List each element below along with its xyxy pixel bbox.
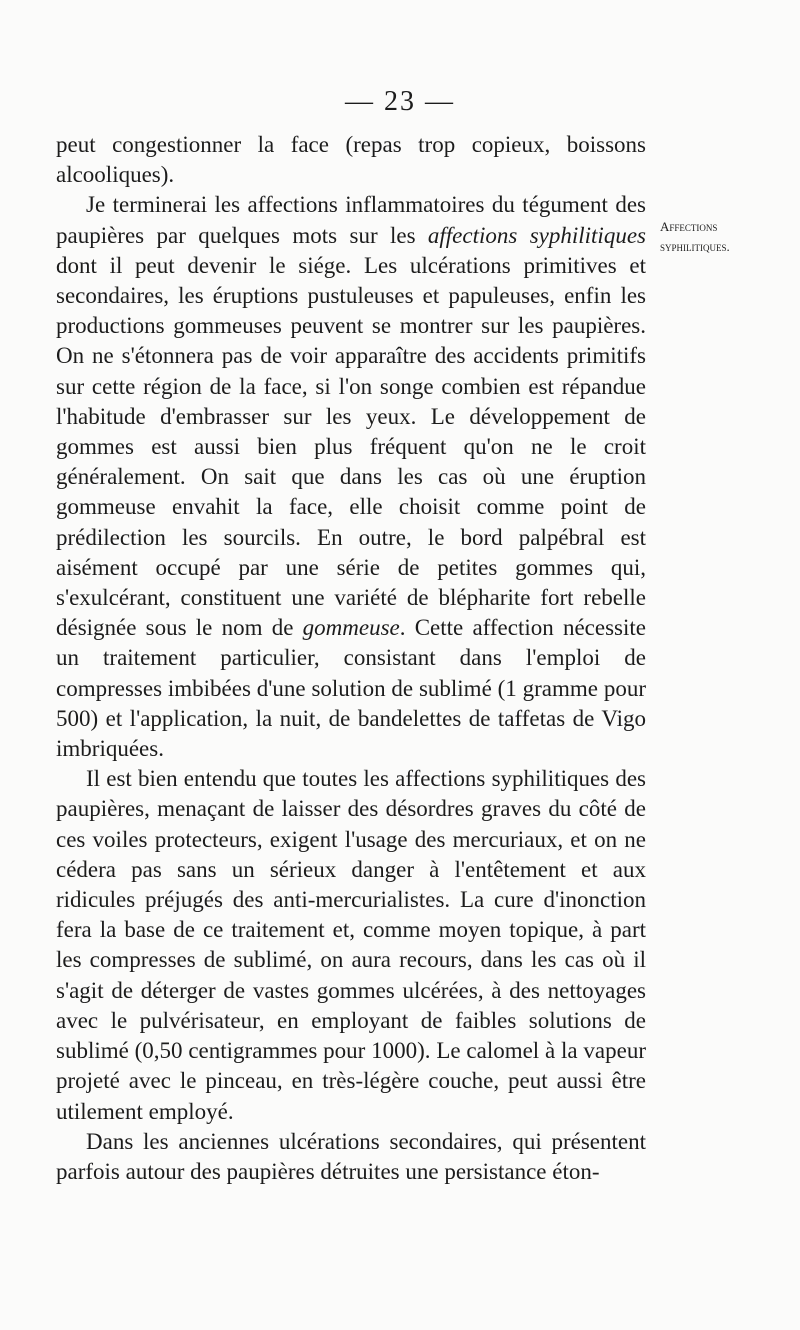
italic-term: affections syphilitiques bbox=[427, 222, 646, 248]
body-text bbox=[56, 130, 646, 1187]
margin-note bbox=[660, 217, 800, 257]
italic-term: gommeuse bbox=[302, 615, 400, 641]
page-number: — 23 — bbox=[345, 86, 455, 117]
text-run: Dans les anciennes ulcérations secondaires, qui présentent parfois autour des paupières détruites une persistance éton- bbox=[56, 1128, 646, 1184]
text-run: dont il peut devenir le siége. Les ulcérations primitives et secondaires, les éruptions pustuleuses et papuleuses, enfin les productions gommeuses peuvent se montrer sur les paupières. On ne s'étonnera pas de voir apparaître des accidents primitifs sur cette région de la face, si l'on songe combien est répandue l'habitude d'embrasser sur les yeux. Le développement de gommes est aussi bien plus fréquent qu'on ne le croit généralement. On sait que dans les cas où une éruption gommeuse envahit la face, elle choisit comme point de prédilection les sourcils. En outre, le bord palpébral est aisément occupé par une série de petites gommes qui, s'exulcérant, constituent une variété de blépharite fort rebelle désignée sous le nom de bbox=[56, 252, 646, 641]
margin-note-line-2: syphilitiques. bbox=[660, 239, 730, 254]
text-run: Je terminerai les affections inflammatoires du tégument des paupières par quelques mots sur les bbox=[56, 192, 646, 248]
text-run: . Cette affection nécessite un traitement particulier, consistant dans l'emploi de compresses imbibées d'une solution de sublimé (1 gramme pour 500) et l'application, la nuit, de bandelettes de taffetas de Vigo imbriquées. bbox=[56, 615, 646, 762]
margin-note-line-1: Affections bbox=[660, 219, 718, 234]
paragraph-3 bbox=[56, 1127, 646, 1187]
text-run: peut congestionner la face (repas trop copieux, boissons alcooliques). bbox=[56, 132, 646, 188]
text-run: Il est bien entendu que toutes les affections syphilitiques des paupières, menaçant de laisser des désordres graves du côté de ces voiles protecteurs, exigent l'usage des mercuriaux, et on ne cédera pas sans un sérieux danger à l'entêtement et aux ridicules préjugés des anti-mercurialistes. La cure d'inonction fera la base de ce traitement et, comme moyen topique, à part les compresses de sublimé, on aura recours, dans les cas où il s'agit de déterger de vastes gommes ulcérées, à des nettoyages avec le pulvérisateur, en employant de faibles solutions de sublimé (0,50 centigrammes pour 1000). Le calomel à la vapeur projeté avec le pinceau, en très-légère couche, peut aussi être utilement employé. bbox=[56, 766, 646, 1124]
paragraph-0 bbox=[56, 130, 646, 190]
paragraph-1 bbox=[56, 190, 646, 764]
paragraph-2 bbox=[56, 764, 646, 1126]
